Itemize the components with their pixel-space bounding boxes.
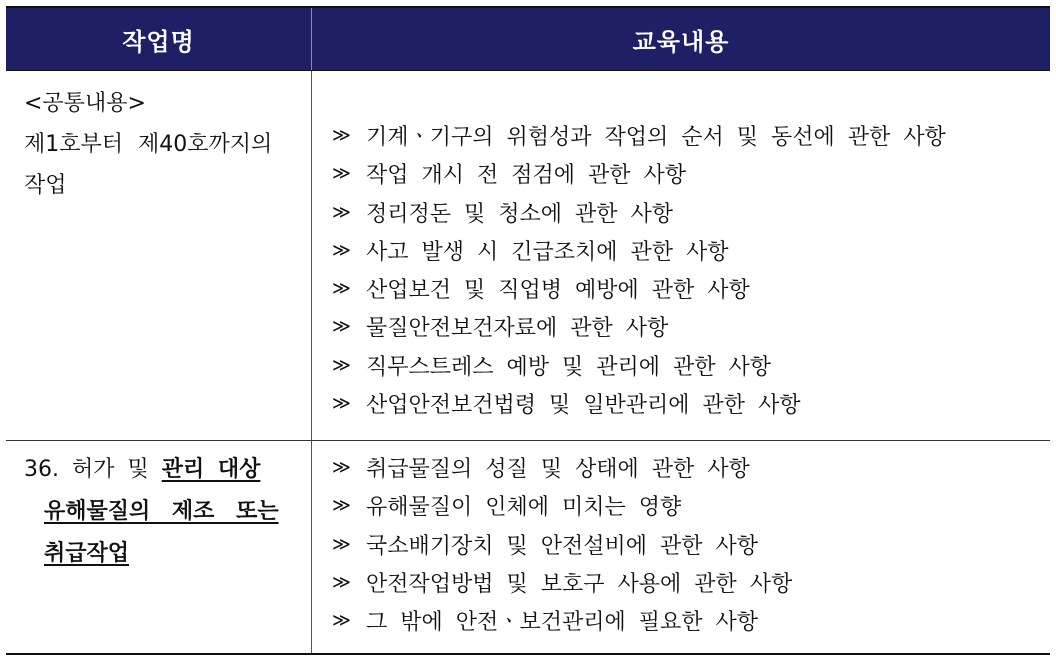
list-item: ≫ 유해물질이 인체에 미치는 영향 [332, 489, 1050, 527]
task-title-part-2: 유해물질의 제조 또는 [44, 499, 279, 524]
task-name-cell [6, 71, 312, 440]
task-title-part-3: 취급작업 [44, 541, 130, 566]
bullet-icon: ≫ [332, 495, 351, 517]
bullet-icon: ≫ [332, 316, 351, 338]
education-content-table [6, 6, 1050, 655]
table-header [6, 8, 1050, 71]
bullet-icon: ≫ [332, 533, 351, 555]
list-item: ≫ 취급물질의 성질 및 상태에 관한 사항 [332, 451, 1050, 489]
bullet-icon: ≫ [332, 571, 351, 593]
common-content-label: <공통내용> [24, 91, 146, 116]
education-content-cell [312, 441, 1050, 653]
list-item: ≫ 산업안전보건법령 및 일반관리에 관한 사항 [332, 387, 1050, 425]
list-item: ≫ 사고 발생 시 긴급조치에 관한 사항 [332, 234, 1050, 272]
list-item: ≫ 산업보건 및 직업병 예방에 관한 사항 [332, 272, 1050, 310]
task-label: 작업 [24, 173, 67, 198]
header-education-content: 교육내용 [632, 27, 730, 56]
task-range-text: 제1호부터 제40호까지의 [24, 132, 273, 157]
content-list [312, 71, 1050, 425]
list-item: ≫ 안전작업방법 및 보호구 사용에 관한 사항 [332, 566, 1050, 604]
bullet-icon: ≫ [332, 610, 351, 632]
list-item: ≫ 작업 개시 전 점검에 관한 사항 [332, 157, 1050, 195]
bullet-icon: ≫ [332, 457, 351, 478]
bullet-icon: ≫ [332, 201, 351, 223]
bullet-icon: ≫ [332, 163, 351, 185]
list-item: ≫ 정리정돈 및 청소에 관한 사항 [332, 196, 1050, 234]
list-item: ≫ 그 밖에 안전ㆍ보건관리에 필요한 사항 [332, 604, 1050, 642]
header-task-name: 작업명 [6, 8, 312, 70]
content-list [312, 441, 1050, 642]
task-title-part-1: 관리 대상 [161, 457, 261, 482]
bullet-icon: ≫ [332, 393, 351, 415]
education-content-cell [312, 71, 1050, 440]
bullet-icon: ≫ [332, 239, 351, 261]
list-item: ≫ 국소배기장치 및 안전설비에 관한 사항 [332, 528, 1050, 566]
table-row [6, 441, 1050, 653]
list-item: ≫ 기계ㆍ기구의 위험성과 작업의 순서 및 동선에 관한 사항 [332, 119, 1050, 157]
list-item: ≫ 물질안전보건자료에 관한 사항 [332, 310, 1050, 348]
list-item: ≫ 직무스트레스 예방 및 관리에 관한 사항 [332, 349, 1050, 387]
bullet-icon: ≫ [332, 354, 351, 376]
bullet-icon: ≫ [332, 125, 351, 146]
table-row [6, 71, 1050, 441]
task-name-cell [6, 441, 312, 653]
task-number-prefix: 36. 허가 및 [24, 457, 162, 482]
bullet-icon: ≫ [332, 278, 351, 300]
